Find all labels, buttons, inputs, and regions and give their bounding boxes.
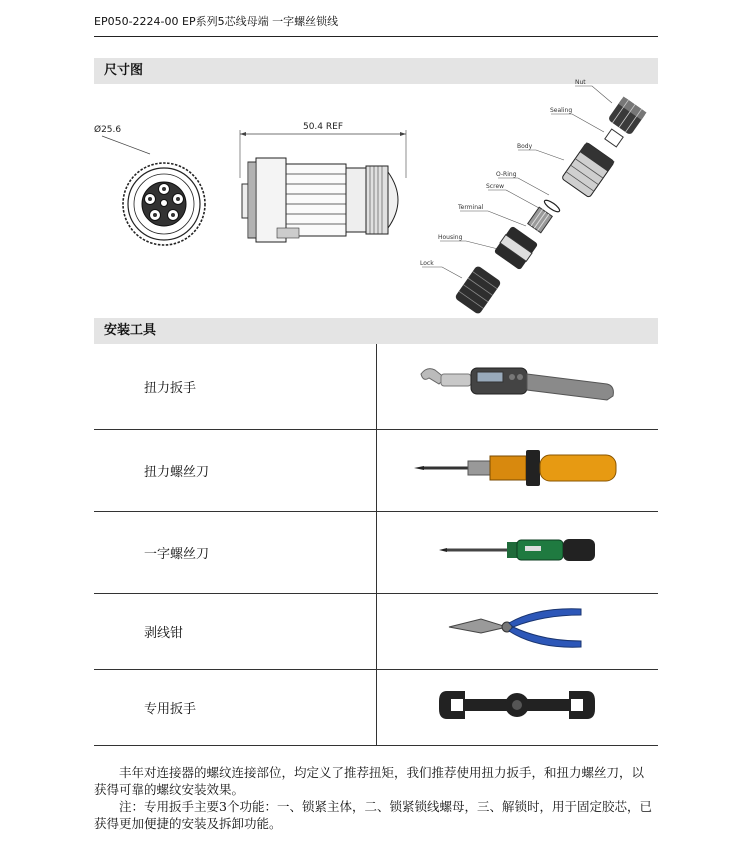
header-title: EP050-2224-00 EP系列5芯线母端 一字螺丝锁线: [94, 15, 339, 28]
note-paragraph: 注：专用扳手主要3个功能：一、锁紧主体，二、锁紧锁线螺母，三、解锁时，用于固定胶芯，已获得更加便捷的安装及拆卸功能。: [94, 799, 652, 831]
table-row: [94, 344, 658, 429]
part-label-lock: Lock: [420, 260, 434, 267]
part-label-body: Body: [517, 143, 533, 150]
tool-name: 剥线钳: [94, 593, 376, 669]
section-dimensions-heading: 尺寸图: [94, 58, 658, 84]
table-row: [94, 669, 658, 745]
section-tools-heading: 安装工具: [94, 318, 658, 344]
wire-stripper-icon: [447, 605, 587, 653]
front-view: [94, 124, 205, 245]
notes: [94, 764, 654, 832]
diameter-label: Ø25.6: [94, 125, 122, 135]
tools-table: [94, 344, 658, 746]
page-header: [94, 14, 658, 37]
length-label: 50.4 REF: [302, 122, 344, 132]
part-label-sealing: Sealing: [550, 107, 573, 114]
part-label-o-ring: O-Ring: [496, 171, 517, 178]
torque-screwdriver-icon: [412, 446, 622, 490]
flat-screwdriver-icon: [437, 535, 597, 565]
part-label-housing: Housing: [438, 234, 463, 241]
table-row: [94, 429, 658, 511]
tool-name: 专用扳手: [94, 669, 376, 745]
exploded-view: [420, 79, 646, 315]
tool-name: 一字螺丝刀: [94, 511, 376, 593]
table-row: [94, 593, 658, 669]
note-paragraph: 丰年对连接器的螺纹连接部位，均定义了推荐扭矩，我们推荐使用扭力扳手，和扭力螺丝刀，以获得可靠的螺纹安装效果。: [94, 765, 645, 797]
tool-name: 扭力扳手: [94, 344, 376, 429]
side-view: [240, 122, 406, 242]
torque-wrench-icon: [417, 362, 617, 406]
special-wrench-icon: [437, 685, 597, 725]
part-label-screw: Screw: [486, 183, 505, 190]
tool-name: 扭力螺丝刀: [94, 429, 376, 511]
table-row: [94, 511, 658, 593]
part-label-nut: Nut: [575, 79, 586, 86]
part-label-terminal: Terminal: [458, 204, 484, 211]
dimension-drawing: [94, 79, 658, 316]
